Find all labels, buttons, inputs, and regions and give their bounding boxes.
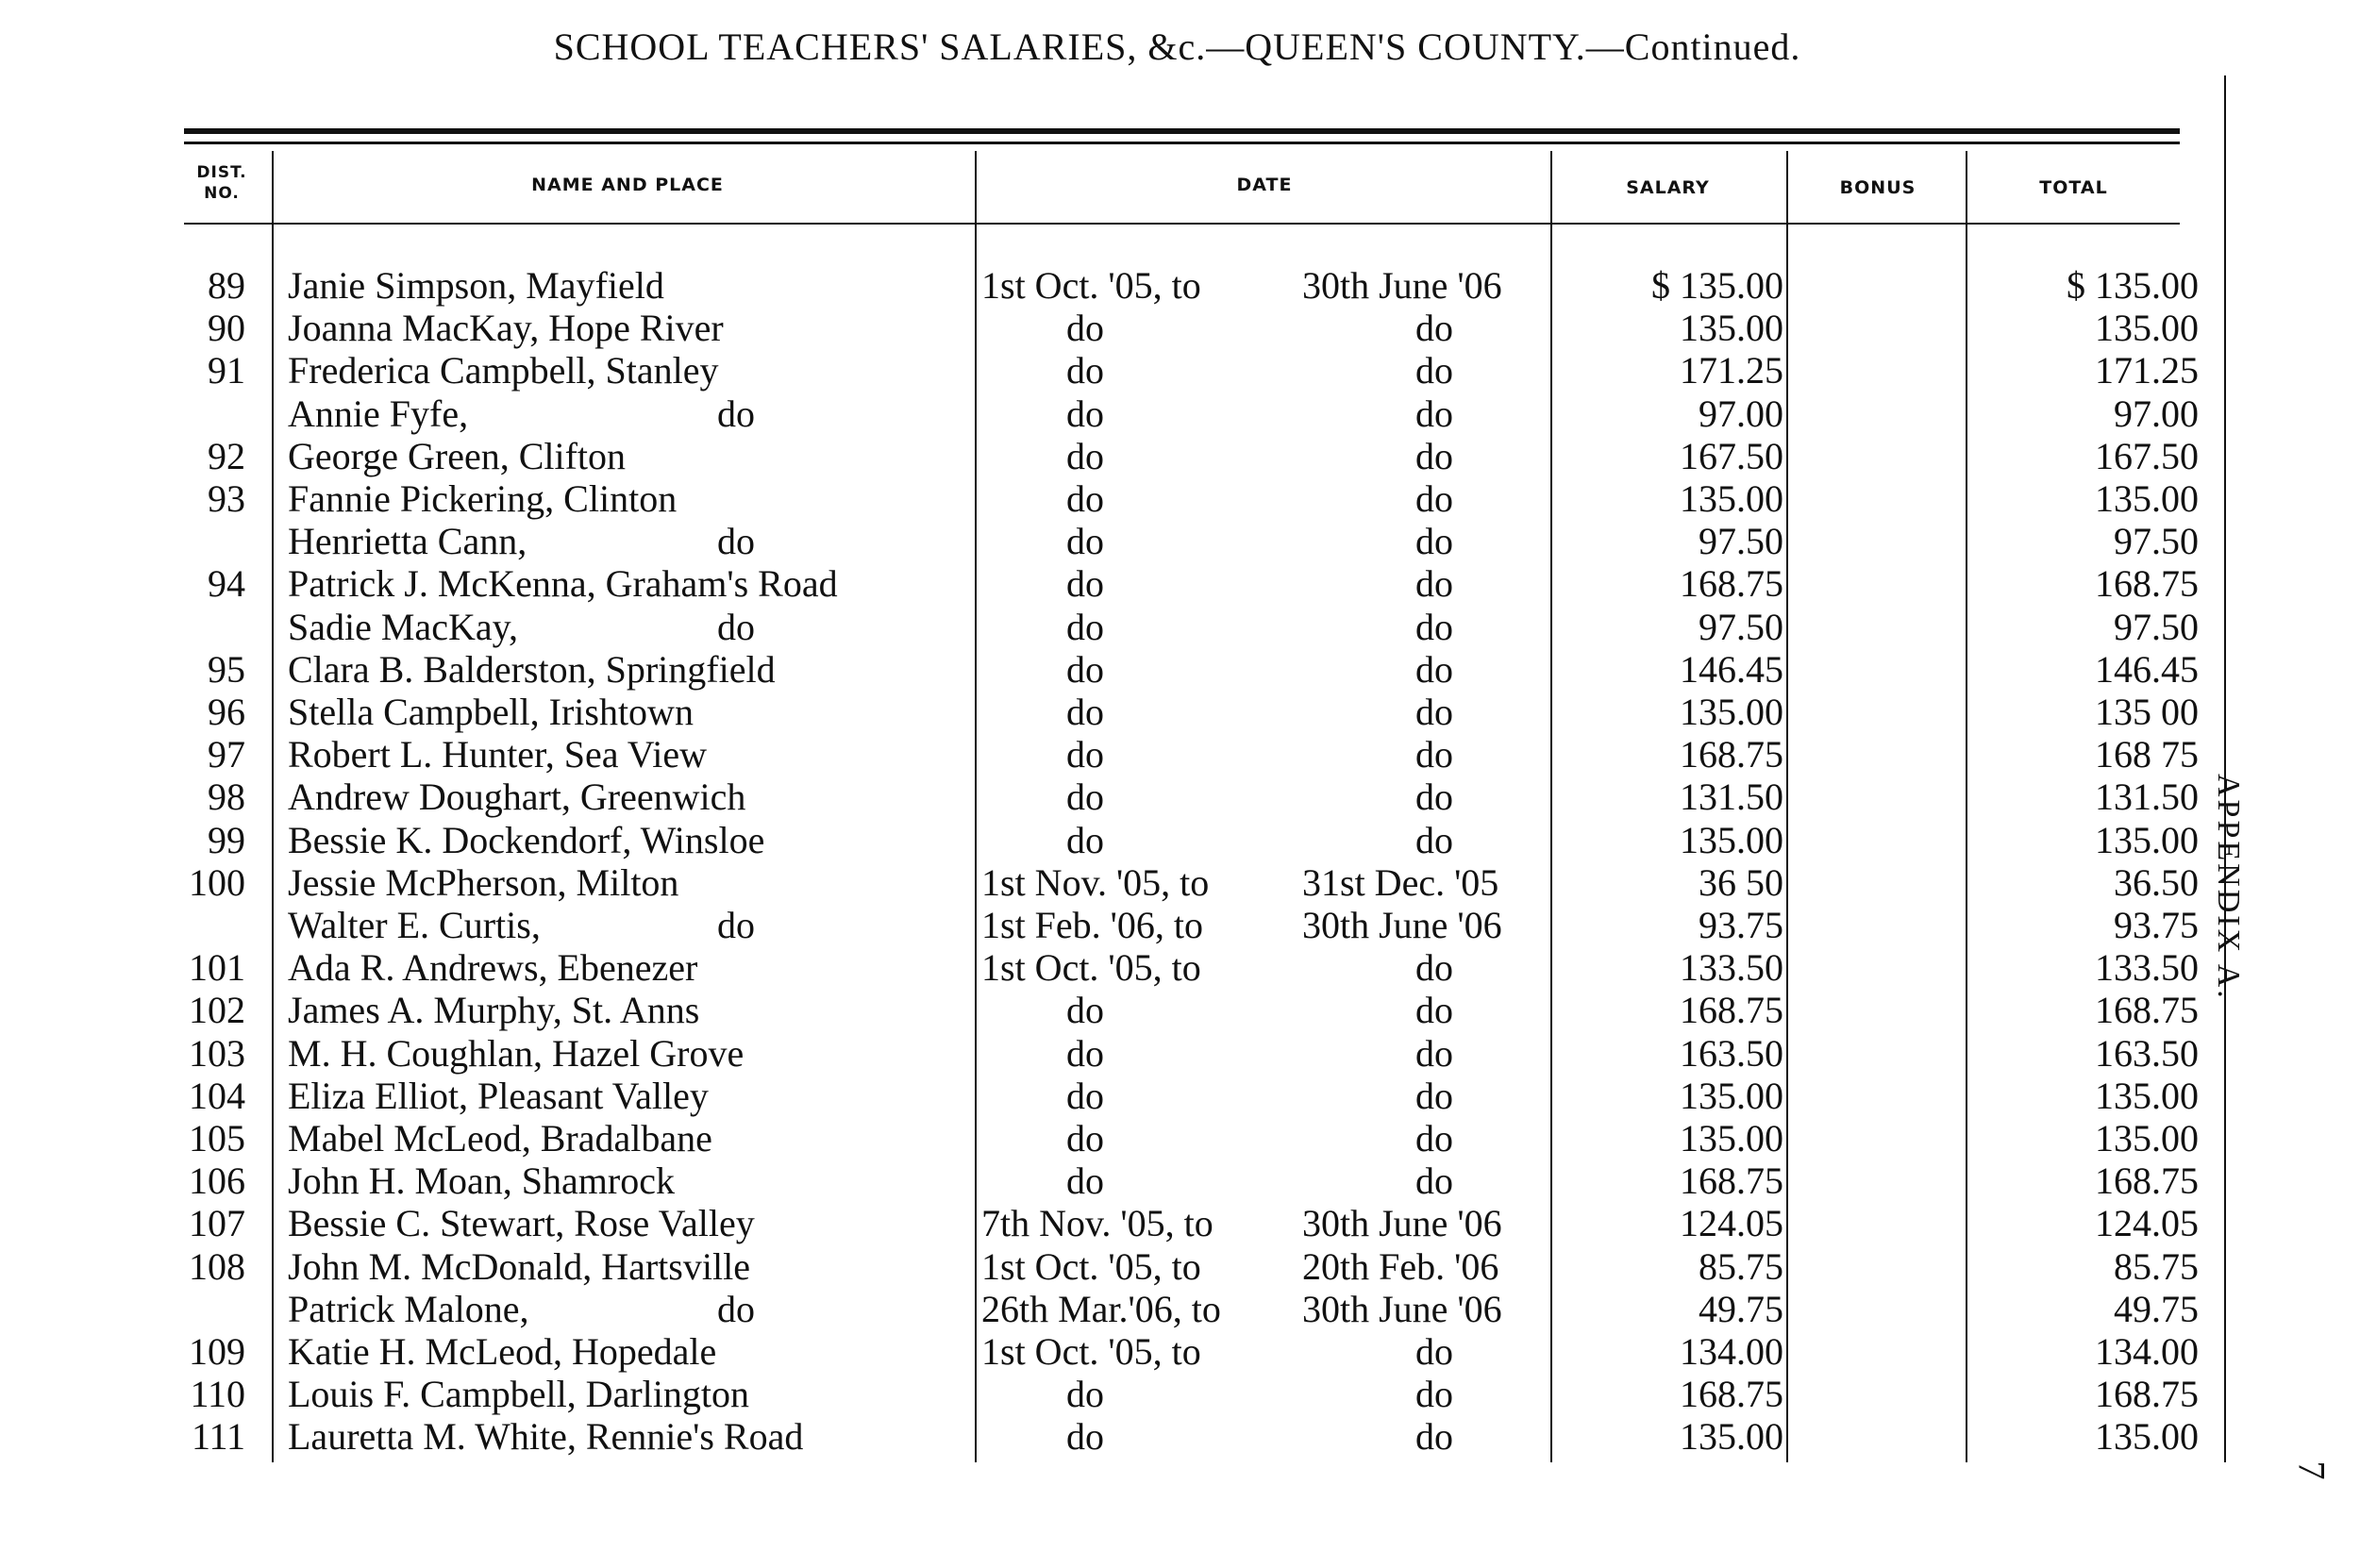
total-value: 135.00 bbox=[2095, 818, 2199, 861]
appendix-label: APPENDIX A. bbox=[2211, 774, 2246, 1001]
name-and-place: Clara B. Balderston, Springfield bbox=[288, 647, 776, 691]
header-bonus: BONUS bbox=[1839, 177, 1916, 198]
table-row bbox=[0, 1117, 2360, 1159]
salary-value: 85.75 bbox=[1699, 1244, 1783, 1288]
total-value: 168.75 bbox=[2095, 562, 2199, 606]
name-and-place: Robert L. Hunter, Sea View bbox=[288, 733, 708, 776]
dist-number: 109 bbox=[189, 1330, 245, 1373]
name-and-place: James A. Murphy, St. Anns bbox=[288, 989, 700, 1032]
total-value: 135.00 bbox=[2095, 1117, 2199, 1159]
name-and-place: Eliza Elliot, Pleasant Valley bbox=[288, 1074, 709, 1117]
name-and-place: Henrietta Cann, bbox=[288, 520, 527, 563]
total-value: 135.00 bbox=[2095, 1074, 2199, 1117]
salary-value: 146.45 bbox=[1680, 647, 1783, 691]
date-from: 1st Oct. '05, to bbox=[981, 1330, 1201, 1373]
name-and-place: Frederica Campbell, Stanley bbox=[288, 349, 719, 392]
table-row bbox=[0, 946, 2360, 989]
salary-value: 135.00 bbox=[1680, 307, 1783, 350]
table-row bbox=[0, 1415, 2360, 1458]
date-to: do bbox=[1415, 477, 1453, 520]
total-value: 168.75 bbox=[2095, 1373, 2199, 1416]
name-and-place: Sadie MacKay, bbox=[288, 605, 518, 648]
date-from: do bbox=[1066, 1031, 1104, 1075]
dist-number: 104 bbox=[189, 1074, 245, 1117]
table-row bbox=[0, 307, 2360, 349]
date-to: do bbox=[1415, 989, 1453, 1032]
date-to: do bbox=[1415, 1031, 1453, 1075]
name-and-place: Joanna MacKay, Hope River bbox=[288, 307, 724, 350]
page-number: 7 bbox=[2290, 1460, 2334, 1480]
name-and-place: M. H. Coughlan, Hazel Grove bbox=[288, 1031, 745, 1075]
dist-number: 106 bbox=[189, 1159, 245, 1203]
name-and-place: John M. McDonald, Hartsville bbox=[288, 1244, 750, 1288]
top-rule-thin bbox=[184, 142, 2180, 144]
name-and-place: Annie Fyfe, bbox=[288, 392, 469, 435]
dist-number: 99 bbox=[208, 818, 245, 861]
table-row bbox=[0, 1202, 2360, 1244]
table-row bbox=[0, 1075, 2360, 1117]
salary-value: 97.00 bbox=[1699, 392, 1783, 435]
date-to: 31st Dec. '05 bbox=[1302, 860, 1499, 904]
place-ditto: do bbox=[717, 520, 755, 563]
table-row bbox=[0, 1373, 2360, 1415]
table-row bbox=[0, 264, 2360, 307]
salary-value: 135.00 bbox=[1680, 691, 1783, 733]
table-row bbox=[0, 1159, 2360, 1202]
salary-value: 171.25 bbox=[1680, 349, 1783, 392]
table-row bbox=[0, 606, 2360, 648]
date-from: do bbox=[1066, 434, 1104, 477]
dist-number: 100 bbox=[189, 860, 245, 904]
salary-value: 135.00 bbox=[1680, 818, 1783, 861]
table-row bbox=[0, 349, 2360, 392]
name-and-place: George Green, Clifton bbox=[288, 434, 627, 477]
salary-value: 131.50 bbox=[1680, 776, 1783, 819]
table-row bbox=[0, 1288, 2360, 1330]
salary-value: 133.50 bbox=[1680, 946, 1783, 990]
date-to: do bbox=[1415, 1415, 1453, 1459]
dist-number: 108 bbox=[189, 1244, 245, 1288]
date-from: 1st Feb. '06, to bbox=[981, 904, 1203, 946]
dist-number: 105 bbox=[189, 1117, 245, 1159]
header-bottom-rule bbox=[184, 223, 2180, 225]
salary-value: 135.00 bbox=[1680, 1117, 1783, 1159]
table-row bbox=[0, 989, 2360, 1031]
date-to: do bbox=[1415, 605, 1453, 648]
date-from: do bbox=[1066, 818, 1104, 861]
salary-value: 135.00 bbox=[1680, 1074, 1783, 1117]
dist-number: 107 bbox=[189, 1202, 245, 1245]
dist-number: 91 bbox=[208, 349, 245, 392]
date-from: 1st Oct. '05, to bbox=[981, 264, 1201, 307]
date-from: 1st Oct. '05, to bbox=[981, 1244, 1201, 1288]
salary-value: 124.05 bbox=[1680, 1202, 1783, 1245]
dist-number: 92 bbox=[208, 434, 245, 477]
date-to: do bbox=[1415, 818, 1453, 861]
date-from: 7th Nov. '05, to bbox=[981, 1202, 1213, 1245]
total-value: 135.00 bbox=[2095, 477, 2199, 520]
date-to: do bbox=[1415, 392, 1453, 435]
header-dist: DIST. NO. bbox=[196, 163, 247, 203]
table-row bbox=[0, 562, 2360, 605]
salary-value: 97.50 bbox=[1699, 520, 1783, 563]
date-to: do bbox=[1415, 691, 1453, 733]
total-value: 49.75 bbox=[2114, 1287, 2199, 1330]
date-from: do bbox=[1066, 392, 1104, 435]
date-from: do bbox=[1066, 1159, 1104, 1203]
date-to: do bbox=[1415, 307, 1453, 350]
salary-value: 167.50 bbox=[1680, 434, 1783, 477]
date-from: do bbox=[1066, 691, 1104, 733]
date-to: do bbox=[1415, 434, 1453, 477]
date-to: do bbox=[1415, 1074, 1453, 1117]
table-row bbox=[0, 520, 2360, 562]
table-row bbox=[0, 733, 2360, 776]
table-row bbox=[0, 904, 2360, 946]
name-and-place: Bessie K. Dockendorf, Winsloe bbox=[288, 818, 765, 861]
header-total: TOTAL bbox=[2039, 177, 2108, 198]
table-row bbox=[0, 1032, 2360, 1075]
date-from: 1st Oct. '05, to bbox=[981, 946, 1201, 990]
date-from: do bbox=[1066, 1074, 1104, 1117]
table-row bbox=[0, 1330, 2360, 1373]
date-from: do bbox=[1066, 647, 1104, 691]
header-date: DATE bbox=[1236, 175, 1293, 195]
total-value: 135.00 bbox=[2095, 307, 2199, 350]
dist-number: 96 bbox=[208, 691, 245, 733]
date-from: do bbox=[1066, 1415, 1104, 1459]
name-and-place: John H. Moan, Shamrock bbox=[288, 1159, 675, 1203]
date-from: do bbox=[1066, 520, 1104, 563]
salary-value: 135.00 bbox=[1680, 477, 1783, 520]
name-and-place: Mabel McLeod, Bradalbane bbox=[288, 1117, 712, 1159]
table-row bbox=[0, 435, 2360, 477]
date-to: do bbox=[1415, 520, 1453, 563]
name-and-place: Katie H. McLeod, Hopedale bbox=[288, 1330, 717, 1373]
date-to: 30th June '06 bbox=[1302, 1202, 1502, 1245]
header-name: NAME AND PLACE bbox=[531, 175, 724, 195]
name-and-place: Patrick Malone, bbox=[288, 1287, 529, 1330]
name-and-place: Bessie C. Stewart, Rose Valley bbox=[288, 1202, 755, 1245]
total-value: 168 75 bbox=[2095, 733, 2199, 776]
total-value: 85.75 bbox=[2114, 1244, 2199, 1288]
date-to: do bbox=[1415, 733, 1453, 776]
dist-number: 101 bbox=[189, 946, 245, 990]
dist-number: 94 bbox=[208, 562, 245, 606]
total-value: 134.00 bbox=[2095, 1330, 2199, 1373]
table-row bbox=[0, 819, 2360, 861]
place-ditto: do bbox=[717, 392, 755, 435]
table-row bbox=[0, 392, 2360, 435]
date-to: 30th June '06 bbox=[1302, 904, 1502, 946]
date-to: do bbox=[1415, 776, 1453, 819]
date-to: do bbox=[1415, 562, 1453, 606]
dist-number: 102 bbox=[189, 989, 245, 1032]
name-and-place: Stella Campbell, Irishtown bbox=[288, 691, 694, 733]
date-to: 30th June '06 bbox=[1302, 264, 1502, 307]
name-and-place: Walter E. Curtis, bbox=[288, 904, 541, 946]
total-value: 97.50 bbox=[2114, 605, 2199, 648]
dist-number: 98 bbox=[208, 776, 245, 819]
place-ditto: do bbox=[717, 605, 755, 648]
place-ditto: do bbox=[717, 904, 755, 946]
date-to: do bbox=[1415, 647, 1453, 691]
table-row bbox=[0, 691, 2360, 733]
name-and-place: Patrick J. McKenna, Graham's Road bbox=[288, 562, 838, 606]
dist-number: 103 bbox=[189, 1031, 245, 1075]
total-value: 133.50 bbox=[2095, 946, 2199, 990]
date-from: do bbox=[1066, 733, 1104, 776]
page-title: SCHOOL TEACHERS' SALARIES, &c.—QUEEN'S COUNTY.—Continued. bbox=[553, 25, 1801, 68]
total-value: 167.50 bbox=[2095, 434, 2199, 477]
table-row bbox=[0, 776, 2360, 818]
name-and-place: Ada R. Andrews, Ebenezer bbox=[288, 946, 698, 990]
dist-number: 111 bbox=[191, 1415, 245, 1459]
total-value: 146.45 bbox=[2095, 647, 2199, 691]
date-to: do bbox=[1415, 1117, 1453, 1159]
name-and-place: Fannie Pickering, Clinton bbox=[288, 477, 678, 520]
name-and-place: Lauretta M. White, Rennie's Road bbox=[288, 1415, 804, 1459]
total-value: $ 135.00 bbox=[2067, 264, 2199, 307]
dist-number: 93 bbox=[208, 477, 245, 520]
date-from: do bbox=[1066, 307, 1104, 350]
date-to: 20th Feb. '06 bbox=[1302, 1244, 1499, 1288]
date-to: do bbox=[1415, 349, 1453, 392]
total-value: 168.75 bbox=[2095, 1159, 2199, 1203]
total-value: 36.50 bbox=[2114, 860, 2199, 904]
dist-number: 89 bbox=[208, 264, 245, 307]
total-value: 97.00 bbox=[2114, 392, 2199, 435]
salary-value: $ 135.00 bbox=[1651, 264, 1783, 307]
total-value: 135.00 bbox=[2095, 1415, 2199, 1459]
table-row bbox=[0, 1245, 2360, 1288]
salary-value: 168.75 bbox=[1680, 562, 1783, 606]
top-rule-thick bbox=[184, 128, 2180, 134]
date-to: do bbox=[1415, 946, 1453, 990]
total-value: 97.50 bbox=[2114, 520, 2199, 563]
salary-value: 97.50 bbox=[1699, 605, 1783, 648]
salary-value: 49.75 bbox=[1699, 1287, 1783, 1330]
salary-value: 168.75 bbox=[1680, 1373, 1783, 1416]
date-from: do bbox=[1066, 776, 1104, 819]
total-value: 168.75 bbox=[2095, 989, 2199, 1032]
total-value: 163.50 bbox=[2095, 1031, 2199, 1075]
date-to: do bbox=[1415, 1159, 1453, 1203]
total-value: 135 00 bbox=[2095, 691, 2199, 733]
table-row bbox=[0, 648, 2360, 691]
date-from: 26th Mar.'06, to bbox=[981, 1287, 1221, 1330]
name-and-place: Louis F. Campbell, Darlington bbox=[288, 1373, 749, 1416]
date-from: do bbox=[1066, 1373, 1104, 1416]
table-row bbox=[0, 861, 2360, 904]
date-from: do bbox=[1066, 349, 1104, 392]
dist-number: 90 bbox=[208, 307, 245, 350]
name-and-place: Jessie McPherson, Milton bbox=[288, 860, 679, 904]
date-to: do bbox=[1415, 1330, 1453, 1373]
dist-number: 95 bbox=[208, 647, 245, 691]
salary-value: 36 50 bbox=[1699, 860, 1783, 904]
name-and-place: Andrew Doughart, Greenwich bbox=[288, 776, 746, 819]
salary-value: 134.00 bbox=[1680, 1330, 1783, 1373]
salary-value: 168.75 bbox=[1680, 989, 1783, 1032]
date-from: do bbox=[1066, 562, 1104, 606]
total-value: 171.25 bbox=[2095, 349, 2199, 392]
name-and-place: Janie Simpson, Mayfield bbox=[288, 264, 664, 307]
total-value: 124.05 bbox=[2095, 1202, 2199, 1245]
table-row bbox=[0, 477, 2360, 520]
date-from: do bbox=[1066, 1117, 1104, 1159]
salary-value: 93.75 bbox=[1699, 904, 1783, 946]
salary-value: 168.75 bbox=[1680, 1159, 1783, 1203]
salary-value: 163.50 bbox=[1680, 1031, 1783, 1075]
salary-value: 135.00 bbox=[1680, 1415, 1783, 1459]
header-salary: SALARY bbox=[1626, 177, 1710, 198]
date-from: do bbox=[1066, 477, 1104, 520]
total-value: 131.50 bbox=[2095, 776, 2199, 819]
place-ditto: do bbox=[717, 1287, 755, 1330]
total-value: 93.75 bbox=[2114, 904, 2199, 946]
date-to: do bbox=[1415, 1373, 1453, 1416]
date-from: 1st Nov. '05, to bbox=[981, 860, 1210, 904]
date-from: do bbox=[1066, 605, 1104, 648]
salary-value: 168.75 bbox=[1680, 733, 1783, 776]
date-from: do bbox=[1066, 989, 1104, 1032]
date-to: 30th June '06 bbox=[1302, 1287, 1502, 1330]
dist-number: 97 bbox=[208, 733, 245, 776]
dist-number: 110 bbox=[190, 1373, 245, 1416]
